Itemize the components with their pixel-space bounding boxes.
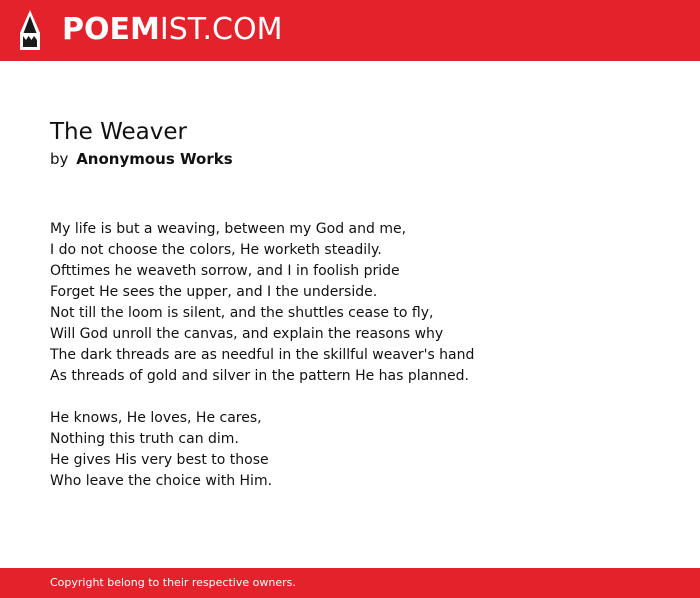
site-footer xyxy=(0,568,700,598)
by-label: by xyxy=(50,150,69,168)
poem-title: The Weaver xyxy=(50,119,187,145)
poem-line: Forget He sees the upper, and I the underside. xyxy=(50,284,378,300)
poem-line: I do not choose the colors, He worketh steadily. xyxy=(50,242,382,258)
poem-line: Nothing this truth can dim. xyxy=(50,431,239,447)
brand-bold: POEM xyxy=(62,12,160,47)
poem-line: As threads of gold and silver in the pattern He has planned. xyxy=(50,368,469,384)
poem-line: He gives His very best to those xyxy=(50,452,269,468)
poem-line: Will God unroll the canvas, and explain the reasons why xyxy=(50,326,444,342)
site-logo[interactable] xyxy=(62,12,282,48)
poem-line: My life is but a weaving, between my God and me, xyxy=(50,221,407,237)
stanza xyxy=(50,408,474,492)
brand-light: IST.COM xyxy=(159,12,283,47)
poem-line: Who leave the choice with Him. xyxy=(50,473,273,489)
poem-line: Ofttimes he weaveth sorrow, and I in foolish pride xyxy=(50,263,400,279)
pen-nib-icon[interactable] xyxy=(17,9,43,51)
copyright-notice: Copyright belong to their respective owners. xyxy=(50,576,296,589)
poem-line: Not till the loom is silent, and the shuttles cease to fly, xyxy=(50,305,434,321)
byline xyxy=(50,148,233,170)
poem-body xyxy=(50,219,474,513)
poem-line: The dark threads are as needful in the skillful weaver's hand xyxy=(50,347,475,363)
author-link[interactable]: Anonymous Works xyxy=(76,150,233,168)
poem-line: He knows, He loves, He cares, xyxy=(50,410,262,426)
stanza xyxy=(50,219,474,387)
site-header xyxy=(0,0,700,61)
